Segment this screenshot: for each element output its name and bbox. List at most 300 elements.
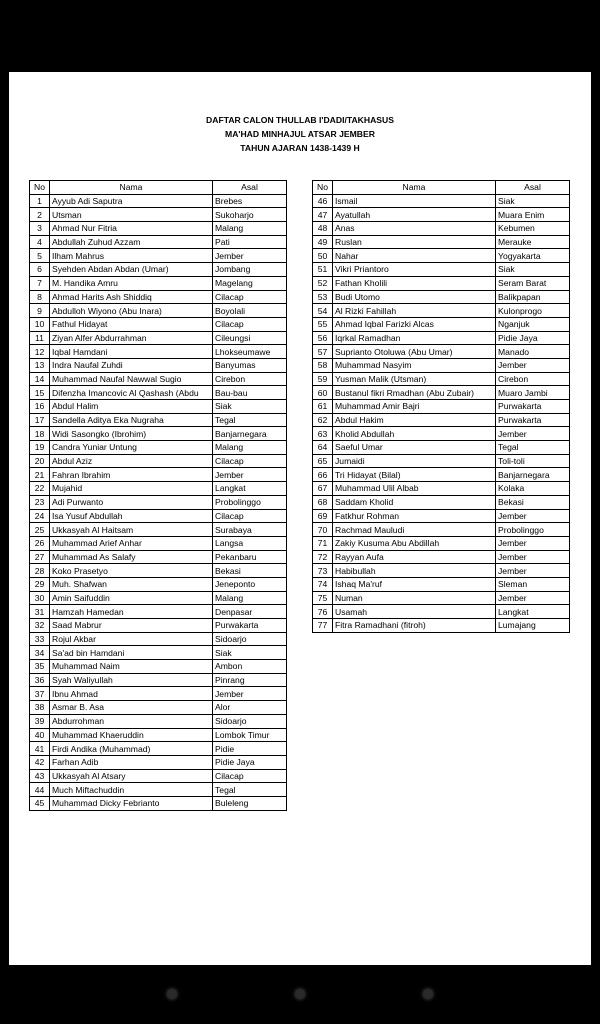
table-row [313, 468, 570, 482]
row-number: 71 [313, 536, 333, 550]
student-origin: Ambon [213, 660, 287, 674]
row-number: 40 [30, 728, 50, 742]
row-number: 64 [313, 441, 333, 455]
table-row [30, 660, 287, 674]
table-row [30, 796, 287, 810]
student-origin: Tegal [496, 441, 570, 455]
row-number: 23 [30, 495, 50, 509]
row-number: 77 [313, 619, 333, 633]
student-origin: Nganjuk [496, 317, 570, 331]
row-number: 5 [30, 249, 50, 263]
row-number: 74 [313, 577, 333, 591]
row-number: 66 [313, 468, 333, 482]
table-row [30, 728, 287, 742]
student-name: Firdi Andika (Muhammad) [50, 742, 213, 756]
table-row [30, 400, 287, 414]
student-origin: Pekanbaru [213, 550, 287, 564]
student-name: Muhammad Naim [50, 660, 213, 674]
student-origin: Probolinggo [496, 523, 570, 537]
student-origin: Sidoarjo [213, 632, 287, 646]
table-row [30, 509, 287, 523]
student-origin: Purwakarta [496, 413, 570, 427]
student-origin: Manado [496, 345, 570, 359]
row-number: 38 [30, 701, 50, 715]
table-row [313, 564, 570, 578]
student-name: Abdullah Zuhud Azzam [50, 235, 213, 249]
table-row [30, 742, 287, 756]
table-row [30, 427, 287, 441]
student-name: Widi Sasongko (Ibrohim) [50, 427, 213, 441]
row-number: 4 [30, 235, 50, 249]
table-row [30, 386, 287, 400]
row-number: 2 [30, 208, 50, 222]
document-title: DAFTAR CALON THULLAB I'DADI/TAKHASUS [206, 115, 394, 125]
student-name: Muhammad As Salafy [50, 550, 213, 564]
student-origin: Jember [496, 358, 570, 372]
table-row [30, 345, 287, 359]
row-number: 28 [30, 564, 50, 578]
student-origin: Sleman [496, 577, 570, 591]
student-name: Anas [333, 222, 496, 236]
table-row [30, 358, 287, 372]
table-row [313, 345, 570, 359]
student-origin: Jember [496, 591, 570, 605]
table-row [30, 495, 287, 509]
student-origin: Denpasar [213, 605, 287, 619]
row-number: 44 [30, 783, 50, 797]
student-origin: Jember [496, 509, 570, 523]
student-origin: Malang [213, 222, 287, 236]
table-row [313, 482, 570, 496]
student-name: Isa Yusuf Abdullah [50, 509, 213, 523]
roster-table-right [312, 180, 570, 633]
student-origin: Siak [496, 263, 570, 277]
table-row [30, 194, 287, 208]
student-origin: Jombang [213, 263, 287, 277]
nav-back-button[interactable] [167, 989, 177, 999]
nav-recent-apps-button[interactable] [423, 989, 433, 999]
table-row [313, 441, 570, 455]
table-row [313, 194, 570, 208]
student-origin: Surabaya [213, 523, 287, 537]
student-name: Jumaidi [333, 454, 496, 468]
row-number: 19 [30, 441, 50, 455]
student-origin: Langsa [213, 536, 287, 550]
student-origin: Bekasi [496, 495, 570, 509]
table-row [30, 605, 287, 619]
table-row [30, 619, 287, 633]
roster-table-left [29, 180, 287, 811]
student-origin: Brebes [213, 194, 287, 208]
student-origin: Sidoarjo [213, 714, 287, 728]
table-row [313, 509, 570, 523]
student-name: Zakiy Kusuma Abu Abdillah [333, 536, 496, 550]
student-origin: Cirebon [496, 372, 570, 386]
student-origin: Bau-bau [213, 386, 287, 400]
row-number: 48 [313, 222, 333, 236]
row-number: 63 [313, 427, 333, 441]
student-name: Syah Waliyullah [50, 673, 213, 687]
row-number: 20 [30, 454, 50, 468]
student-origin: Buleleng [213, 796, 287, 810]
student-name: Fatkhur Rohman [333, 509, 496, 523]
column-header-nama: Nama [333, 181, 496, 195]
row-number: 21 [30, 468, 50, 482]
row-number: 27 [30, 550, 50, 564]
row-number: 49 [313, 235, 333, 249]
student-name: Mujahid [50, 482, 213, 496]
table-row [30, 482, 287, 496]
student-name: Muhammad Amir Bajri [333, 400, 496, 414]
row-number: 60 [313, 386, 333, 400]
student-name: Muhammad Nasyim [333, 358, 496, 372]
table-row [30, 536, 287, 550]
row-number: 1 [30, 194, 50, 208]
row-number: 56 [313, 331, 333, 345]
table-row [30, 769, 287, 783]
student-name: Sa'ad bin Hamdani [50, 646, 213, 660]
student-origin: Pidie Jaya [213, 755, 287, 769]
row-number: 15 [30, 386, 50, 400]
student-name: Ayatullah [333, 208, 496, 222]
row-number: 69 [313, 509, 333, 523]
table-row [313, 454, 570, 468]
student-name: Amin Saifuddin [50, 591, 213, 605]
student-name: Muhammad Arief Anhar [50, 536, 213, 550]
row-number: 26 [30, 536, 50, 550]
column-header-nama: Nama [50, 181, 213, 195]
column-header-asal: Asal [496, 181, 570, 195]
row-number: 25 [30, 523, 50, 537]
table-row [313, 427, 570, 441]
student-origin: Jember [496, 564, 570, 578]
table-row [313, 358, 570, 372]
student-name: Fathan Kholili [333, 276, 496, 290]
table-row [30, 550, 287, 564]
student-name: Fitra Ramadhani (fitroh) [333, 619, 496, 633]
student-name: Koko Prasetyo [50, 564, 213, 578]
student-origin: Magelang [213, 276, 287, 290]
row-number: 35 [30, 660, 50, 674]
student-name: Abdurrohman [50, 714, 213, 728]
table-row [30, 577, 287, 591]
row-number: 58 [313, 358, 333, 372]
row-number: 17 [30, 413, 50, 427]
student-name: Vikri Priantoro [333, 263, 496, 277]
table-row [30, 413, 287, 427]
table-row [30, 249, 287, 263]
student-origin: Merauke [496, 235, 570, 249]
student-name: Muhammad Dicky Febrianto [50, 796, 213, 810]
student-name: Al Rizki Fahillah [333, 304, 496, 318]
student-origin: Kolaka [496, 482, 570, 496]
student-origin: Cilacap [213, 290, 287, 304]
nav-home-button[interactable] [295, 989, 305, 999]
table-row [30, 276, 287, 290]
table-row [30, 714, 287, 728]
table-row [30, 317, 287, 331]
student-origin: Balikpapan [496, 290, 570, 304]
table-row [313, 208, 570, 222]
table-row [313, 591, 570, 605]
row-number: 53 [313, 290, 333, 304]
row-number: 43 [30, 769, 50, 783]
student-origin: Toli-toli [496, 454, 570, 468]
row-number: 47 [313, 208, 333, 222]
table-row [30, 235, 287, 249]
student-name: Muhammad Naufal Nawwal Sugio [50, 372, 213, 386]
student-name: Ruslan [333, 235, 496, 249]
student-name: Hamzah Hamedan [50, 605, 213, 619]
student-name: Yusman Malik (Utsman) [333, 372, 496, 386]
row-number: 65 [313, 454, 333, 468]
row-number: 75 [313, 591, 333, 605]
student-name: Abdul Halim [50, 400, 213, 414]
table-row [313, 550, 570, 564]
row-number: 51 [313, 263, 333, 277]
student-origin: Jeneponto [213, 577, 287, 591]
table-row [30, 646, 287, 660]
student-name: Kholid Abdullah [333, 427, 496, 441]
student-origin: Seram Barat [496, 276, 570, 290]
student-origin: Muara Enim [496, 208, 570, 222]
row-number: 76 [313, 605, 333, 619]
table-row [30, 632, 287, 646]
table-row [313, 249, 570, 263]
student-name: Rayyan Aufa [333, 550, 496, 564]
table-row [313, 495, 570, 509]
table-row [30, 290, 287, 304]
row-number: 33 [30, 632, 50, 646]
student-origin: Banjarnegara [213, 427, 287, 441]
student-origin: Sukoharjo [213, 208, 287, 222]
student-name: Candra Yuniar Untung [50, 441, 213, 455]
student-name: Ayyub Adi Saputra [50, 194, 213, 208]
row-number: 39 [30, 714, 50, 728]
student-origin: Jember [496, 536, 570, 550]
student-name: Budi Utomo [333, 290, 496, 304]
table-row [313, 386, 570, 400]
table-row [30, 263, 287, 277]
row-number: 45 [30, 796, 50, 810]
table-header-row [30, 181, 287, 195]
table-row [313, 290, 570, 304]
student-origin: Langkat [496, 605, 570, 619]
table-row [313, 304, 570, 318]
table-row [313, 222, 570, 236]
table-row [30, 222, 287, 236]
row-number: 24 [30, 509, 50, 523]
table-row [30, 673, 287, 687]
table-row [30, 454, 287, 468]
student-name: Farhan Adib [50, 755, 213, 769]
student-origin: Jember [213, 468, 287, 482]
row-number: 62 [313, 413, 333, 427]
column-header-asal: Asal [213, 181, 287, 195]
row-number: 55 [313, 317, 333, 331]
table-row [30, 523, 287, 537]
student-name: Nahar [333, 249, 496, 263]
student-origin: Purwakarta [213, 619, 287, 633]
row-number: 54 [313, 304, 333, 318]
table-row [313, 577, 570, 591]
student-name: Asmar B. Asa [50, 701, 213, 715]
table-row [30, 372, 287, 386]
student-origin: Probolinggo [213, 495, 287, 509]
student-name: Fahran Ibrahim [50, 468, 213, 482]
student-name: Habibullah [333, 564, 496, 578]
student-name: Utsman [50, 208, 213, 222]
row-number: 36 [30, 673, 50, 687]
student-name: Ahmad Iqbal Farizki Alcas [333, 317, 496, 331]
student-name: Ahmad Harits Ash Shiddiq [50, 290, 213, 304]
student-origin: Cilacap [213, 454, 287, 468]
student-origin: Malang [213, 591, 287, 605]
academic-year: TAHUN AJARAN 1438-1439 H [240, 143, 360, 153]
student-name: Indra Naufal Zuhdi [50, 358, 213, 372]
student-origin: Purwakarta [496, 400, 570, 414]
student-name: Muhammad Ulil Albab [333, 482, 496, 496]
student-name: Muhammad Khaeruddin [50, 728, 213, 742]
table-row [313, 400, 570, 414]
row-number: 7 [30, 276, 50, 290]
document-page[interactable] [9, 72, 591, 965]
table-row [313, 263, 570, 277]
row-number: 50 [313, 249, 333, 263]
row-number: 59 [313, 372, 333, 386]
table-row [30, 331, 287, 345]
student-origin: Kebumen [496, 222, 570, 236]
row-number: 31 [30, 605, 50, 619]
table-row [30, 755, 287, 769]
student-origin: Pidie [213, 742, 287, 756]
student-origin: Langkat [213, 482, 287, 496]
row-number: 11 [30, 331, 50, 345]
student-name: Iqrkal Ramadhan [333, 331, 496, 345]
row-number: 61 [313, 400, 333, 414]
row-number: 46 [313, 194, 333, 208]
student-origin: Boyolali [213, 304, 287, 318]
student-name: M. Handika Amru [50, 276, 213, 290]
student-origin: Kulonprogo [496, 304, 570, 318]
table-row [313, 605, 570, 619]
student-name: Sandella Aditya Eka Nugraha [50, 413, 213, 427]
student-origin: Yogyakarta [496, 249, 570, 263]
navigation-bar [0, 965, 600, 1024]
table-row [313, 619, 570, 633]
row-number: 67 [313, 482, 333, 496]
student-name: Ibnu Ahmad [50, 687, 213, 701]
student-origin: Jember [213, 687, 287, 701]
student-name: Tri Hidayat (Bilal) [333, 468, 496, 482]
student-origin: Pati [213, 235, 287, 249]
student-origin: Lombok Timur [213, 728, 287, 742]
table-row [313, 413, 570, 427]
table-row [313, 276, 570, 290]
student-name: Ilham Mahrus [50, 249, 213, 263]
row-number: 34 [30, 646, 50, 660]
student-name: Abdul Aziz [50, 454, 213, 468]
student-name: Much Miftachuddin [50, 783, 213, 797]
student-name: Suprianto Otoluwa (Abu Umar) [333, 345, 496, 359]
student-name: Rojul Akbar [50, 632, 213, 646]
student-origin: Lumajang [496, 619, 570, 633]
student-name: Saad Mabrur [50, 619, 213, 633]
row-number: 29 [30, 577, 50, 591]
table-row [313, 536, 570, 550]
row-number: 12 [30, 345, 50, 359]
student-name: Ziyan Alfer Abdurrahman [50, 331, 213, 345]
student-name: Ismail [333, 194, 496, 208]
row-number: 68 [313, 495, 333, 509]
table-row [30, 304, 287, 318]
student-origin: Tegal [213, 413, 287, 427]
student-origin: Siak [213, 400, 287, 414]
student-origin: Pidie Jaya [496, 331, 570, 345]
student-origin: Jember [496, 550, 570, 564]
table-row [30, 701, 287, 715]
student-origin: Lhokseumawe [213, 345, 287, 359]
student-name: Abdul Hakim [333, 413, 496, 427]
student-origin: Jember [213, 249, 287, 263]
student-name: Muh. Shafwan [50, 577, 213, 591]
student-name: Abdulloh Wiyono (Abu Inara) [50, 304, 213, 318]
table-row [30, 783, 287, 797]
table-row [30, 208, 287, 222]
student-name: Ishaq Ma'ruf [333, 577, 496, 591]
institution-name: MA'HAD MINHAJUL ATSAR JEMBER [225, 129, 375, 139]
table-row [30, 564, 287, 578]
row-number: 72 [313, 550, 333, 564]
table-header-row [313, 181, 570, 195]
table-row [30, 441, 287, 455]
student-name: Ahmad Nur Fitria [50, 222, 213, 236]
student-name: Numan [333, 591, 496, 605]
student-name: Usamah [333, 605, 496, 619]
row-number: 10 [30, 317, 50, 331]
table-row [30, 591, 287, 605]
table-row [313, 331, 570, 345]
student-origin: Siak [213, 646, 287, 660]
row-number: 52 [313, 276, 333, 290]
row-number: 18 [30, 427, 50, 441]
table-row [313, 235, 570, 249]
row-number: 8 [30, 290, 50, 304]
row-number: 73 [313, 564, 333, 578]
row-number: 42 [30, 755, 50, 769]
student-name: Adi Purwanto [50, 495, 213, 509]
table-row [30, 687, 287, 701]
student-origin: Bekasi [213, 564, 287, 578]
student-name: Difenzha Imancovic Al Qashash (Abdu [50, 386, 213, 400]
row-number: 57 [313, 345, 333, 359]
student-name: Syehden Abdan Abdan (Umar) [50, 263, 213, 277]
row-number: 32 [30, 619, 50, 633]
student-origin: Cilacap [213, 317, 287, 331]
student-name: Ukkasyah Al Atsary [50, 769, 213, 783]
student-origin: Banjarnegara [496, 468, 570, 482]
student-name: Ukkasyah Al Haitsam [50, 523, 213, 537]
student-origin: Cileungsi [213, 331, 287, 345]
table-row [30, 468, 287, 482]
student-origin: Siak [496, 194, 570, 208]
row-number: 16 [30, 400, 50, 414]
row-number: 13 [30, 358, 50, 372]
table-row [313, 317, 570, 331]
column-header-no: No [30, 181, 50, 195]
row-number: 30 [30, 591, 50, 605]
student-name: Rachmad Mauludi [333, 523, 496, 537]
